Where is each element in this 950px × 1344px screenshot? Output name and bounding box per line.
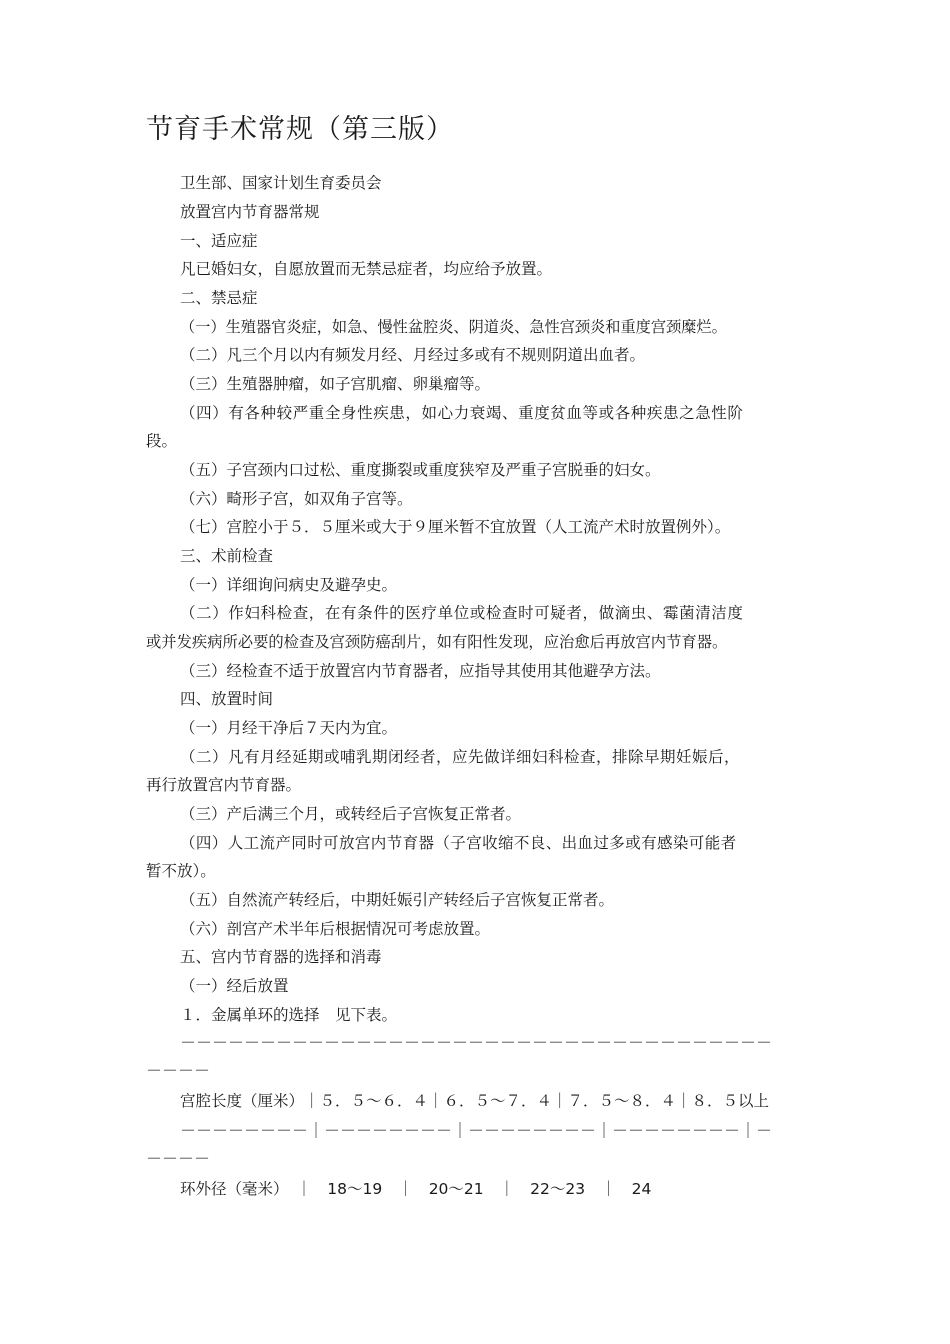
text-line: （五）子宫颈内口过松、重度撕裂或重度狭窄及严重子宫脱垂的妇女。 — [180, 461, 661, 479]
text-line: （一）生殖器官炎症，如急、慢性盆腔炎、阴道炎、急性宫颈炎和重度宫颈糜烂。 — [180, 318, 727, 336]
text-line: （四）有各种较严重全身性疾患，如心力衰竭、重度贫血等或各种疾患之急性阶 — [180, 404, 744, 422]
text-line: （七）宫腔小于５．５厘米或大于９厘米暂不宜放置（人工流产术时放置例外）。 — [180, 518, 731, 536]
text-line: 四、放置时间 — [180, 690, 274, 708]
text-line: 段。 — [146, 432, 178, 450]
text-line: （六）畸形子宫，如双角子宫等。 — [180, 490, 413, 508]
text-line: （六）剖宫产术半年后根据情况可考虑放置。 — [180, 920, 491, 938]
text-line: 再行放置宫内节育器。 — [146, 776, 302, 794]
text-line: 放置宫内节育器常规 — [180, 203, 320, 221]
table-rule: －－－－ — [146, 1061, 211, 1080]
text-line: （二）凡三个月以内有频发月经、月经过多或有不规则阴道出血者。 — [180, 346, 646, 364]
document-title: 节育手术常规（第三版） — [146, 114, 454, 145]
table-rule: －－－－－－－－－－－－－－－－－－－－－－－－－－－－－－－－－－－－－ — [180, 1033, 773, 1052]
text-line: 暂不放）。 — [146, 862, 216, 880]
text-line: （三）生殖器肿瘤，如子宫肌瘤、卵巢瘤等。 — [180, 375, 491, 393]
text-line: 一、适应症 — [180, 232, 258, 250]
text-line: 卫生部、国家计划生育委员会 — [180, 174, 382, 192]
text-line: （一）详细询问病史及避孕史。 — [180, 576, 398, 594]
table-header-row: 宫腔长度（厘米）｜５．５～６．４｜６．５～７．４｜７．５～８．４｜８．５以上 — [180, 1092, 770, 1110]
table-rule: －－－－－－－－｜－－－－－－－－｜－－－－－－－－｜－－－－－－－－｜－ — [180, 1121, 773, 1140]
text-line: （一）月经干净后７天内为宜。 — [180, 719, 398, 737]
text-line: 五、宫内节育器的选择和消毒 — [180, 948, 382, 966]
table-row: 环外径（毫米） ｜ 18～19 ｜ 20～21 ｜ 22～23 ｜ 24 — [180, 1180, 652, 1198]
text-line: 三、术前检查 — [180, 547, 274, 565]
text-line: 二、禁忌症 — [180, 289, 258, 307]
text-line: （三）经检查不适于放置宫内节育器者，应指导其使用其他避孕方法。 — [180, 662, 661, 680]
text-line: １．金属单环的选择 见下表。 — [180, 1006, 398, 1024]
text-line: （四）人工流产同时可放宫内节育器（子宫收缩不良、出血过多或有感染可能者 — [180, 834, 737, 852]
text-line: （三）产后满三个月，或转经后子宫恢复正常者。 — [180, 805, 522, 823]
text-line: （二）作妇科检查，在有条件的医疗单位或检查时可疑者，做滴虫、霉菌清洁度 — [180, 604, 744, 622]
text-line: 或并发疾病所必要的检查及宫颈防癌刮片，如有阳性发现，应治愈后再放宫内节育器。 — [146, 633, 728, 651]
text-line: （一）经后放置 — [180, 977, 289, 995]
text-line: 凡已婚妇女，自愿放置而无禁忌症者，均应给予放置。 — [180, 260, 553, 278]
text-line: （二）凡有月经延期或哺乳期闭经者，应先做详细妇科检查，排除早期妊娠后， — [180, 748, 741, 766]
table-rule: －－－－ — [146, 1149, 211, 1168]
text-line: （五）自然流产转经后，中期妊娠引产转经后子宫恢复正常者。 — [180, 891, 615, 909]
